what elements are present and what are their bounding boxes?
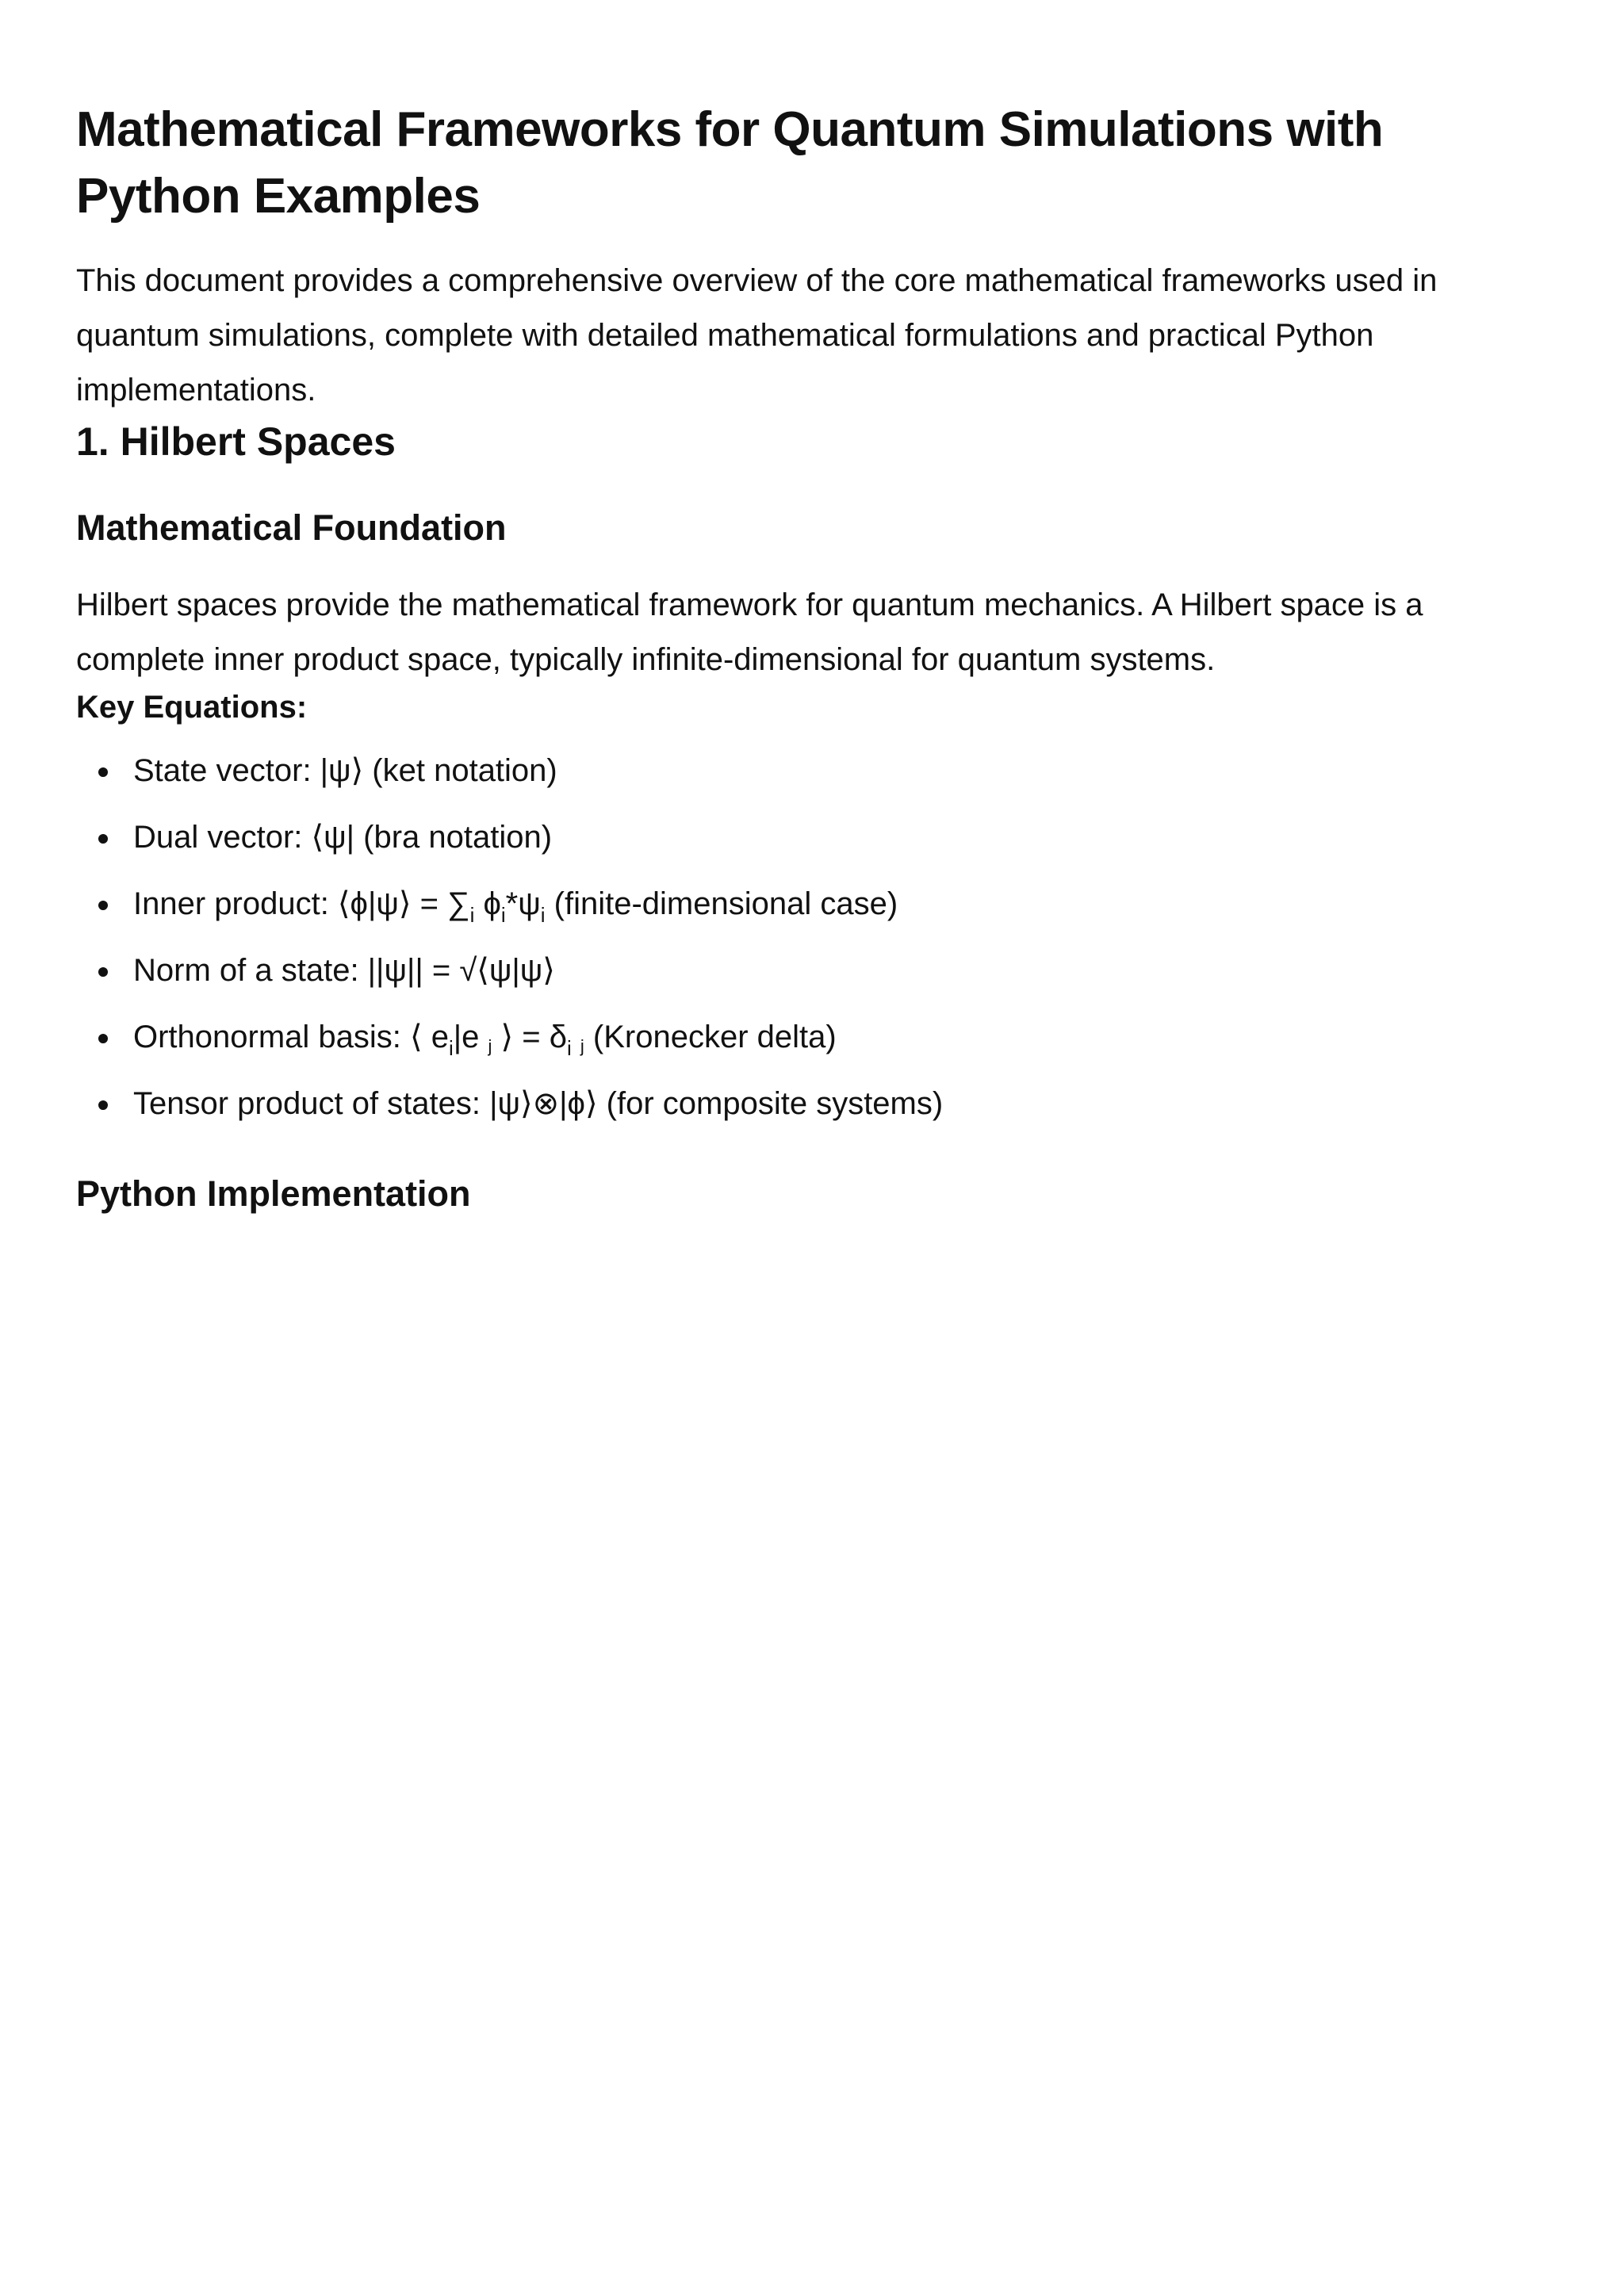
list-item-orthonormal-basis <box>76 1017 1548 1060</box>
intro-paragraph: This document provides a comprehensive overview of the core mathematical frameworks used in quantum simulations, complete with detailed mathematical formulations and practical Python implementations. <box>76 263 1438 408</box>
inner-product-prefix: Inner product: ⟨ϕ|ψ⟩ = ∑ <box>133 886 470 921</box>
inner-product-mid-2: *ψ <box>505 886 541 921</box>
orthonormal-mid-2: ⟩ = δ <box>492 1020 567 1054</box>
dual-vector-text: Dual vector: ⟨ψ| (bra notation) <box>133 820 553 855</box>
orthonormal-sub-4: j <box>580 1036 584 1056</box>
subsection-title-mathematical-foundation: Mathematical Foundation <box>76 507 507 548</box>
list-item-tensor-product <box>76 1084 1548 1123</box>
list-item-norm <box>76 951 1548 990</box>
inner-product-mid-1: ϕ <box>474 886 501 921</box>
norm-text: Norm of a state: ||ψ|| = √⟨ψ|ψ⟩ <box>133 953 555 988</box>
foundation-paragraph: Hilbert spaces provide the mathematical framework for quantum mechanics. A Hilbert space is a complete inner product space, typically infinite-dimensional for quantum systems. <box>76 587 1423 677</box>
inner-product-sub-3: i <box>540 903 546 927</box>
inner-product-sub-1: i <box>469 903 475 927</box>
inner-product-suffix: (finite-dimensional case) <box>545 886 898 921</box>
tensor-product-text: Tensor product of states: |ψ⟩⊗|ϕ⟩ (for composite systems) <box>133 1086 944 1121</box>
orthonormal-suffix: (Kronecker delta) <box>584 1020 837 1054</box>
list-item-inner-product <box>76 884 1548 927</box>
orthonormal-mid-1: |e <box>453 1020 488 1054</box>
subsection-title-python-implementation: Python Implementation <box>76 1173 471 1214</box>
inner-product-sub-2: i <box>500 903 506 927</box>
list-item-dual-vector <box>76 817 1548 857</box>
document-title: Mathematical Frameworks for Quantum Simulations with Python Examples <box>76 102 1384 224</box>
list-item-state-vector <box>76 751 1548 790</box>
orthonormal-sub-3: i <box>567 1036 572 1060</box>
section-title-hilbert-spaces: 1. Hilbert Spaces <box>76 419 396 464</box>
orthonormal-sub-1: i <box>449 1036 454 1060</box>
orthonormal-prefix: Orthonormal basis: ⟨ e <box>133 1020 449 1054</box>
state-vector-text: State vector: |ψ⟩ (ket notation) <box>133 753 557 788</box>
orthonormal-sub-2: j <box>488 1036 492 1056</box>
key-equations-heading: Key Equations: <box>76 690 308 725</box>
equations-list <box>76 751 1548 1123</box>
